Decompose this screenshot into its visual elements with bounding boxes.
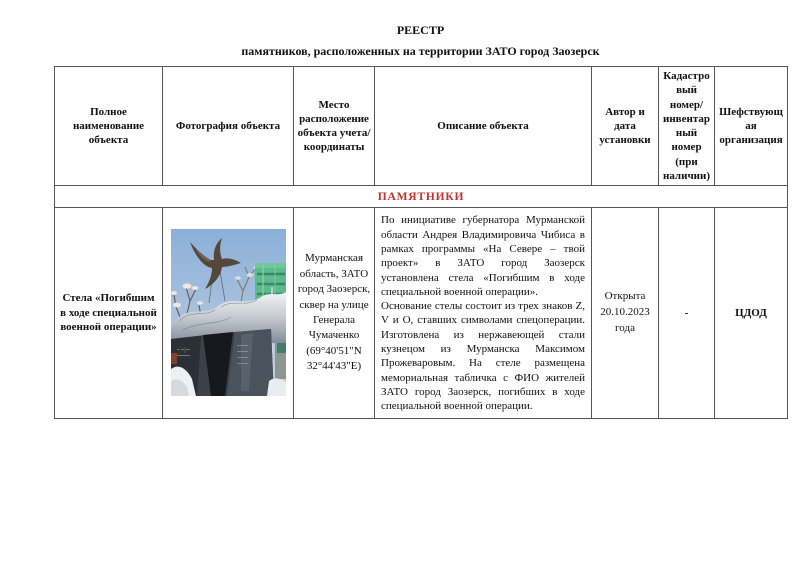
section-label: ПАМЯТНИКИ bbox=[55, 186, 788, 208]
monument-photo bbox=[171, 229, 286, 396]
section-row bbox=[55, 186, 788, 208]
column-header-name: Полное наименование объекта bbox=[55, 67, 163, 186]
column-header-patron: Шефствующая организация bbox=[715, 67, 788, 186]
title-line-1: РЕЕСТР bbox=[396, 23, 445, 37]
cell-location: Мурманская область, ЗАТО город Заозерск, сквер на улице Генерала Чумаченко (69°40'51"N 32°44'43"E) bbox=[294, 208, 375, 418]
column-header-description: Описание объекта bbox=[375, 67, 592, 186]
header-row bbox=[55, 67, 788, 186]
monuments-registry-table bbox=[54, 66, 788, 419]
description-paragraph-2: Основание стелы состоит из трех знаков Z, V и О, ставших символами спецоперации. Изготовлена из нержавеющей стали кузнецом из Мурманска Максимом Прожеваровым. На стеле размещена мемориальная табличка с ФИО жителей ЗАТО город Заозерск, погибших в ходе специальной военной операции. bbox=[381, 300, 585, 413]
cell-description bbox=[375, 208, 592, 418]
column-header-cadastral: Кадастровый номер/ инвентарный номер (при наличии) bbox=[659, 67, 715, 186]
column-header-photo: Фотография объекта bbox=[163, 67, 294, 186]
cell-photo bbox=[163, 208, 294, 418]
document-title bbox=[54, 20, 787, 62]
cell-patron-organization: ЦДОД bbox=[715, 208, 788, 418]
cell-author-date: Открыта 20.10.2023 года bbox=[592, 208, 659, 418]
description-paragraph-1: По инициативе губернатора Мурманской области Андрея Владимировича Чибиса в рамках программы «На Севере – твой проект» в ЗАТО город Заозерск установлена стела «Погибшим в ходе специальной военной операции». bbox=[381, 214, 585, 298]
photo-truck bbox=[275, 337, 286, 379]
title-line-2: памятников, расположенных на территории ЗАТО город Заозерск bbox=[241, 44, 600, 58]
cell-object-name: Стела «Погибшим в ходе специальной военной операции» bbox=[55, 208, 163, 418]
cell-cadastral-number: - bbox=[659, 208, 715, 418]
photo-red-object bbox=[171, 353, 177, 364]
column-header-author-date: Автор и дата установки bbox=[592, 67, 659, 186]
column-header-location: Место расположение объекта учета/ координаты bbox=[294, 67, 375, 186]
table-row bbox=[55, 208, 788, 418]
